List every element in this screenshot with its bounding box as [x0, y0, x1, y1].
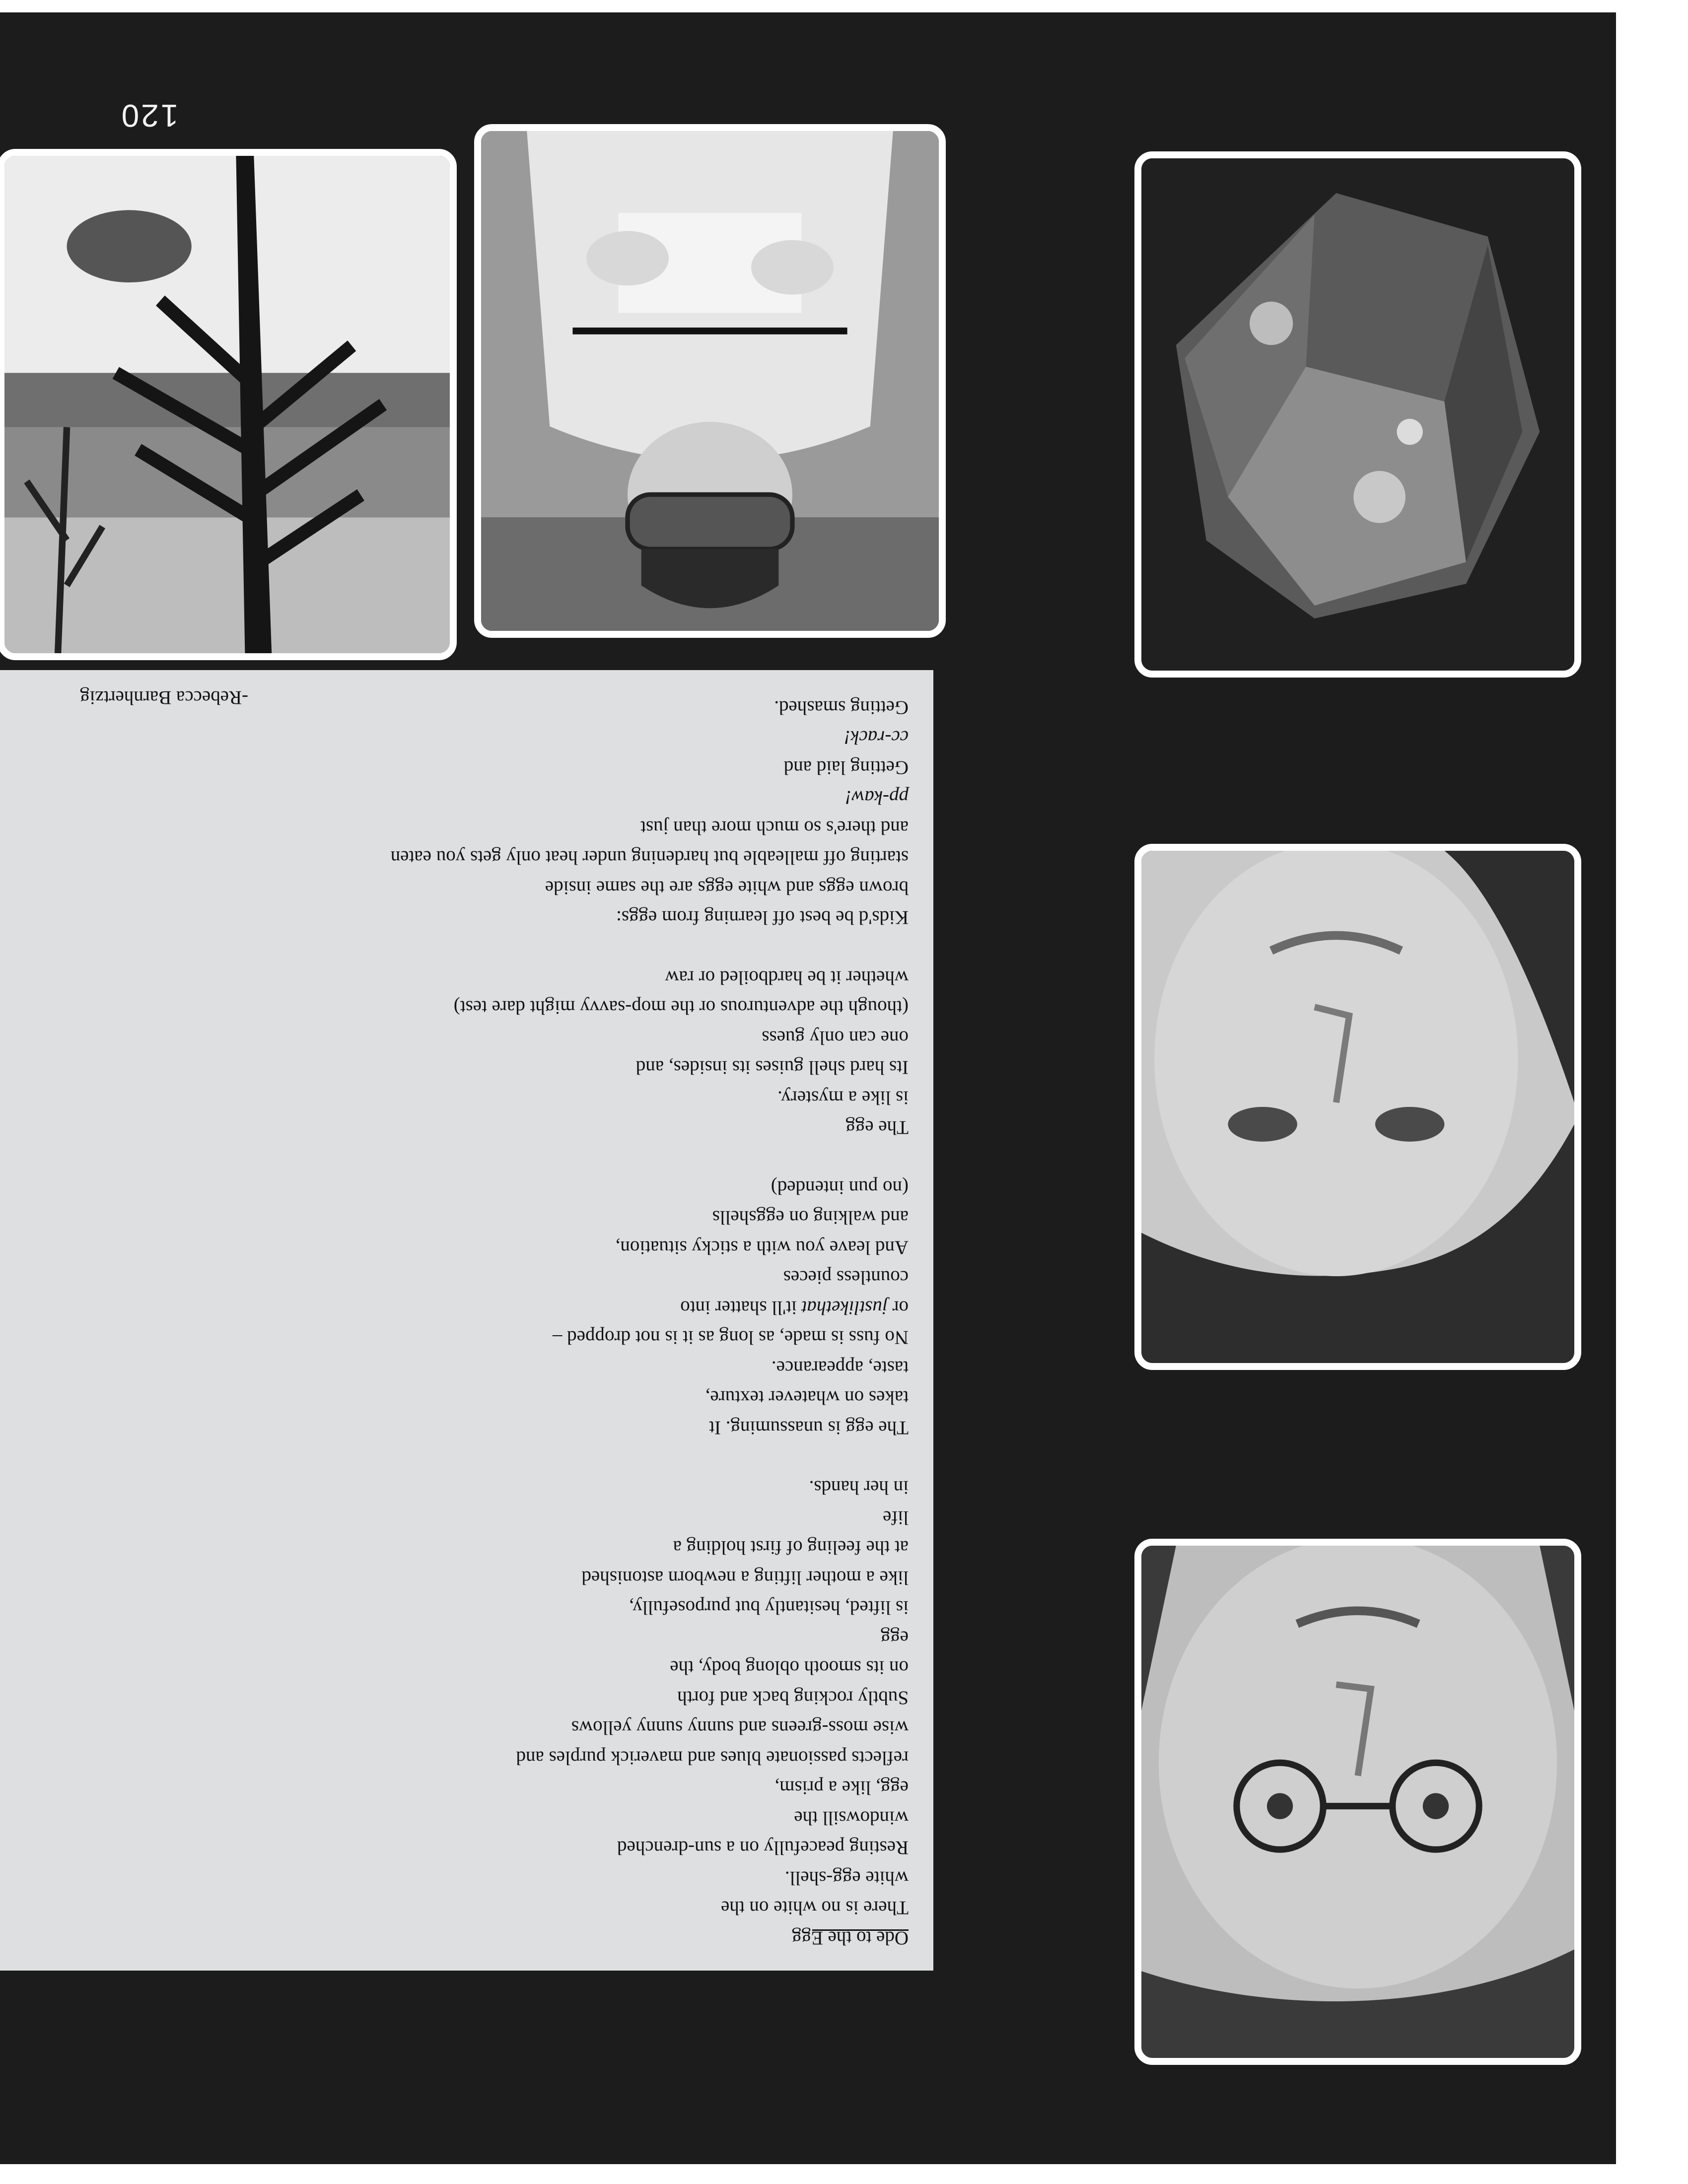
- poem-line: starting off malleable but hardening under heat only gets you eaten: [390, 847, 909, 869]
- poem-line: Subtly rocking back and forth: [677, 1687, 909, 1708]
- poem-line: Resting peacefully on a sun-drenched: [617, 1837, 909, 1859]
- poem-line: egg: [880, 1627, 909, 1648]
- poem-line: like a mother lifting a newborn astonished: [581, 1567, 909, 1588]
- poem-line: The egg is unassuming. It: [709, 1417, 909, 1438]
- poem-line: life: [883, 1507, 909, 1528]
- poem-line: white egg-shell.: [784, 1867, 909, 1889]
- poem-line: Getting laid and: [783, 757, 909, 778]
- poem-line: Its hard shell guises its insides, and: [635, 1057, 909, 1079]
- poem-author: -Rebecca Barnhertzig: [80, 687, 248, 708]
- poem-line: (though the adventurous or the mop-savvy might dare test): [453, 997, 909, 1019]
- stanza-gap: [20, 933, 909, 962]
- poem-lines: [20, 692, 909, 1923]
- portrait-woman-photo: [1134, 844, 1581, 1370]
- portrait-man-glasses-photo: [1134, 1539, 1581, 2065]
- poem-line: cc-rack!: [844, 727, 909, 749]
- poem-box: [0, 670, 933, 1971]
- poem-line: is lifted, hesitantly but purposefully,: [629, 1597, 909, 1619]
- page-number: 120: [119, 98, 179, 134]
- poem-line: No fuss is made, as long as it is not dropped –: [552, 1327, 909, 1349]
- poem-line: (no pun intended): [771, 1177, 909, 1198]
- poem-line: Getting smashed.: [774, 697, 909, 718]
- poem-line: is like a mystery.: [777, 1087, 909, 1108]
- poem-line: egg, like a prism,: [774, 1777, 909, 1799]
- poem-line: and there's so much more than just: [640, 817, 909, 838]
- stanza-gap: [20, 1442, 909, 1472]
- poem-line: in her hands.: [809, 1477, 909, 1499]
- poem-line: There is no white on the: [721, 1897, 909, 1919]
- poem-line: And leave you with a sticky situation,: [615, 1237, 909, 1258]
- poem-line: countless pieces: [783, 1267, 909, 1289]
- poem-line: wise moss-greens and sunny sunny yellows: [571, 1717, 909, 1739]
- tree-painting-photo: [0, 149, 457, 660]
- poem-line: and walking on eggshells: [712, 1207, 909, 1228]
- poem-line: brown eggs and white eggs are the same inside: [545, 877, 909, 898]
- poem-line: whether it be hardboiled or raw: [665, 967, 909, 988]
- poem-line: Kids'd be best off learning from eggs:: [616, 907, 909, 929]
- stanza-gap: [20, 1143, 909, 1172]
- lab-student-photo: [474, 124, 946, 638]
- poem-line: one can only guess: [762, 1027, 909, 1048]
- poem-line: windowsill the: [794, 1807, 909, 1829]
- poem-line: The egg: [845, 1117, 909, 1139]
- poem-line: taste, appearance.: [771, 1357, 909, 1378]
- poem-line: takes on whatever texture,: [705, 1387, 909, 1409]
- poem-line: or justlikethat it'll shatter into: [680, 1297, 909, 1318]
- poem-line: pp-kaw!: [845, 787, 909, 809]
- poem-title: Ode to the Egg: [791, 1927, 909, 1949]
- poem-line: reflects passionate blues and maverick purples and: [516, 1747, 909, 1769]
- poem-line: at the feeling of first holding a: [673, 1537, 909, 1559]
- poem-line: on its smooth oblong body, the: [670, 1657, 909, 1679]
- egg-painting-photo: [1134, 151, 1581, 678]
